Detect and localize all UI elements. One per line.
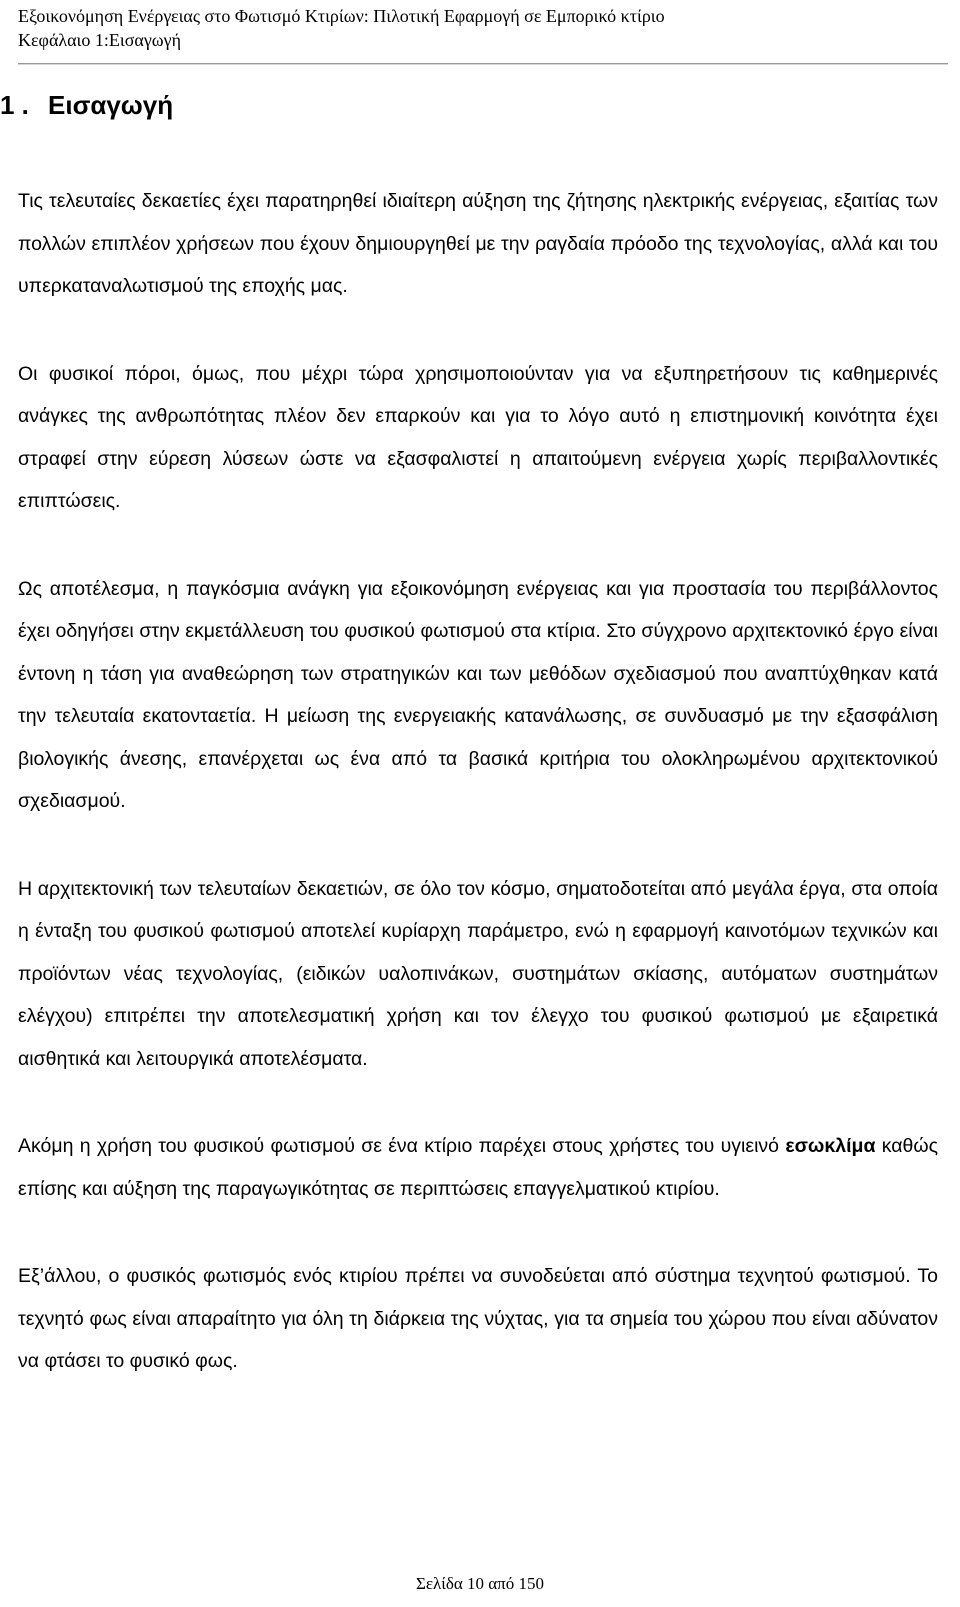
paragraph-architecture: Η αρχιτεκτονική των τελευταίων δεκαετιών, σε όλο τον κόσμο, σηματοδοτείται από μεγάλα έργα, στα οποία η ένταξη του φυσικού φωτισμού αποτελεί κυρίαρχη παράμετρο, ενώ η εφαρμογή καινοτόμων τεχνικών και προϊόντων νέας τεχνολογίας, (ειδικών υαλοπινάκων, συστημάτων σκίασης, αυτόματων συστημάτων ελέγχου) επιτρέπει την αποτελεσματική χρήση και τον έλεγχο του φυσικού φωτισμού με εξαιρετικά αισθητικά και λειτουργικά αποτελέσματα. bbox=[18, 877, 938, 1070]
paragraph-artificial-light: Εξ’άλλου, ο φυσικός φωτισμός ενός κτιρίου πρέπει να συνοδεύεται από σύστημα τεχνητού φωτισμού. Το τεχνητό φως είναι απαραίτητο για όλη τη διάρκεια της νύχτας, για τα σημεία του χώρου που είναι αδύνατον να φτάσει το φυσικό φως. bbox=[18, 1265, 938, 1372]
paragraph-comfort-end: καθώς επίσης και αύξηση της παραγωγικότητας σε περιπτώσεις επαγγελματικού κτιρίου. bbox=[18, 1135, 938, 1200]
header-divider bbox=[18, 63, 948, 65]
chapter-label: Κεφάλαιο 1:Εισαγωγή bbox=[18, 30, 182, 50]
page-number: Σελίδα 10 από 150 bbox=[415, 1574, 544, 1593]
paragraph-comfort bbox=[18, 1125, 938, 1210]
paragraph-result: Ως αποτέλεσμα, η παγκόσμια ανάγκη για εξοικονόμηση ενέργειας και για προστασία του περιβάλλοντος έχει οδηγήσει στην εκμετάλλευση του φυσικού φωτισμού στα κτίρια. Στο σύγχρονο αρχιτεκτονικό έργο είναι έντονη η τάση για αναθεώρηση των στρατηγικών και των μεθόδων σχεδιασμού που αναπτύχθηκαν κατά την τελευταία εκατονταετία. Η μείωση της ενεργειακής κατανάλωσης, σε συνδυασμό με την εξασφάλιση βιολογικής άνεσης, επανέρχεται ως ένα από τα βασικά κριτήρια του ολοκληρωμένου αρχιτεκτονικού σχεδιασμού. bbox=[18, 577, 938, 812]
document-title: Εξοικονόμηση Ενέργειας στο Φωτισμό Κτιρίων: Πιλοτική Εφαρμογή σε Εμπορικό κτίριο bbox=[18, 6, 665, 26]
running-header bbox=[18, 4, 948, 52]
body-text bbox=[18, 180, 938, 1383]
chapter-heading bbox=[0, 88, 173, 122]
paragraph-comfort-start: Ακόμη η χρήση του φυσικού φωτισμού σε ένα κτίριο παρέχει στους χρήστες του υγιεινό bbox=[18, 1135, 786, 1157]
chapter-number: 1 . bbox=[0, 90, 29, 120]
chapter-title: Εισαγωγή bbox=[48, 90, 174, 120]
emphasized-term: εσωκλίμα bbox=[785, 1135, 876, 1157]
paragraph-resources: Οι φυσικοί πόροι, όμως, που μέχρι τώρα χρησιμοποιούνταν για να εξυπηρετήσουν τις καθημερινές ανάγκες της ανθρωπότητας πλέον δεν επαρκούν και για το λόγο αυτό η επιστημονική κοινότητα έχει στραφεί στην εύρεση λύσεων ώστε να εξασφαλιστεί η απαιτούμενη ενέργεια χωρίς περιβαλλοντικές επιπτώσεις. bbox=[18, 362, 938, 512]
paragraph-intro: Τις τελευταίες δεκαετίες έχει παρατηρηθεί ιδιαίτερη αύξηση της ζήτησης ηλεκτρικής ενέργειας, εξαιτίας των πολλών επιπλέον χρήσεων που έχουν δημιουργηθεί με την ραγδαία πρόοδο της τεχνολογίας, αλλά και του υπερκαταναλωτισμού της εποχής μας. bbox=[18, 190, 938, 297]
